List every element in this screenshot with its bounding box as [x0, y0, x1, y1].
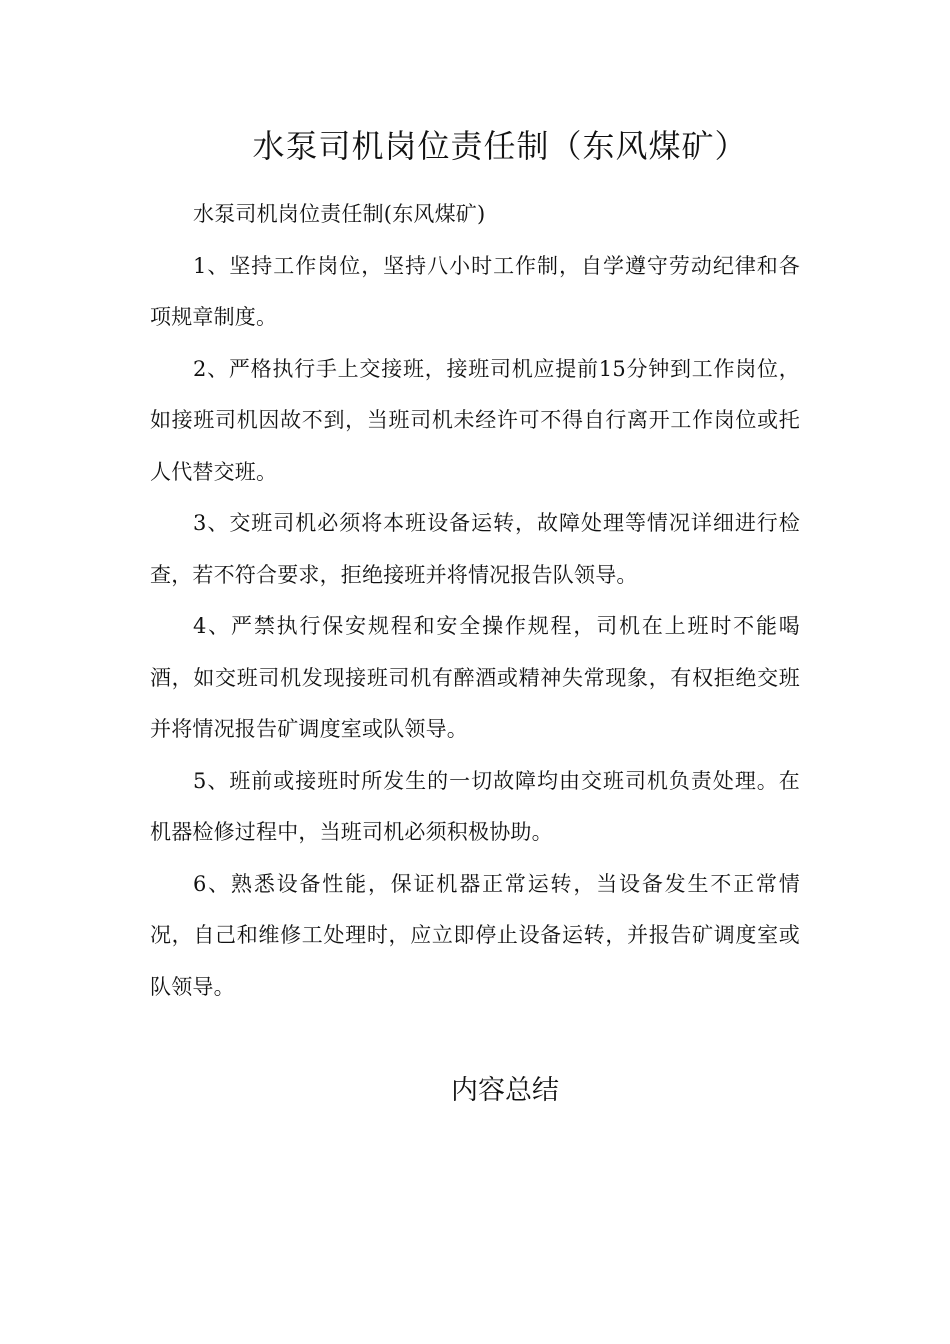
document-title: 水泵司机岗位责任制（东风煤矿） [252, 127, 748, 165]
document-subtitle: 水泵司机岗位责任制(东风煤矿) [193, 202, 486, 226]
rule-paragraph-6: 6、熟悉设备性能，保证机器正常运转，当设备发生不正常情况，自己和维修工处理时，应立即停止设备运转，并报告矿调度室或队领导。 [150, 871, 800, 999]
rule-paragraph-5: 5、班前或接班时所发生的一切故障均由交班司机负责处理。在机器检修过程中，当班司机必须积极协助。 [150, 768, 800, 844]
rule-paragraph-3: 3、交班司机必须将本班设备运转，故障处理等情况详细进行检查，若不符合要求，拒绝接班并将情况报告队领导。 [150, 511, 800, 587]
rule-paragraph-2: 2、严格执行手上交接班，接班司机应提前15分钟到工作岗位，如接班司机因故不到，当班司机未经许可不得自行离开工作岗位或托人代替交班。 [150, 356, 800, 484]
rule-paragraph-4: 4、严禁执行保安规程和安全操作规程，司机在上班时不能喝酒，如交班司机发现接班司机有醉酒或精神失常现象，有权拒绝交班并将情况报告矿调度室或队领导。 [150, 614, 800, 741]
document-body [150, 189, 800, 1013]
summary-heading: 内容总结 [451, 1075, 559, 1106]
rule-paragraph-1: 1、坚持工作岗位，坚持八小时工作制，自学遵守劳动纪律和各项规章制度。 [150, 253, 800, 329]
